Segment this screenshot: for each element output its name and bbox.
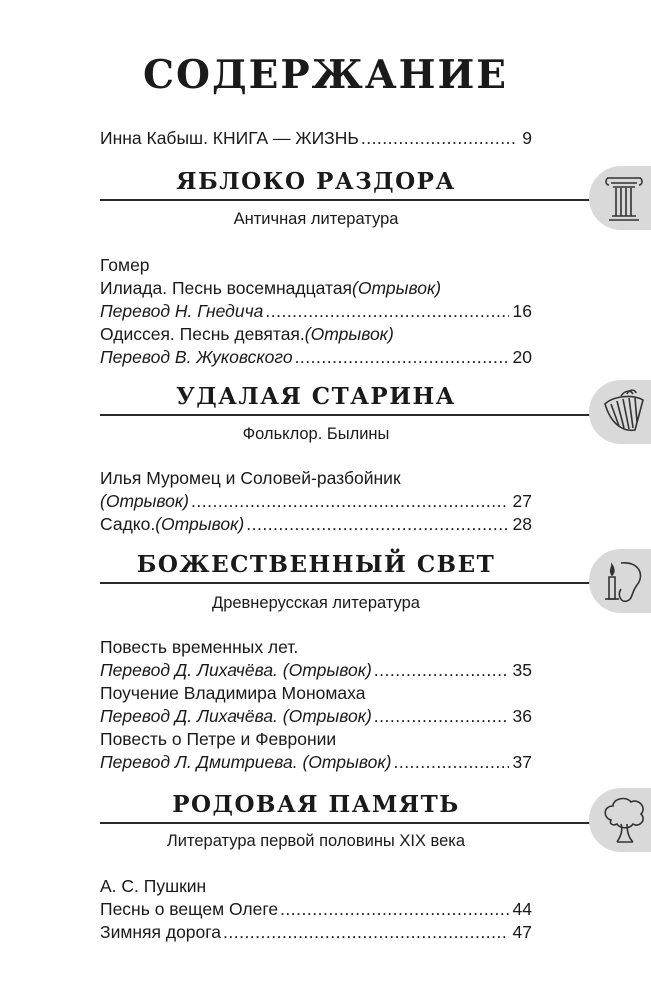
section-tab-antiquity[interactable] bbox=[589, 166, 651, 230]
section-tab-old-russian[interactable] bbox=[589, 549, 651, 613]
entry-text: Одиссея. Песнь девятая. bbox=[100, 324, 305, 344]
entry-text: Илиада. Песнь восемнадцатая bbox=[100, 278, 353, 298]
leader-dots bbox=[191, 490, 509, 513]
leader-dots bbox=[295, 346, 509, 369]
toc-entry[interactable] bbox=[100, 705, 532, 728]
toc-entry[interactable] bbox=[100, 254, 532, 277]
page-number: 35 bbox=[512, 660, 532, 680]
toc-entry[interactable] bbox=[100, 300, 532, 323]
toc-entry[interactable] bbox=[100, 513, 532, 536]
entry-text: Илья Муромец и Соловей-разбойник bbox=[100, 468, 401, 488]
section-subtitle: Литература первой половины XIX века bbox=[166, 832, 466, 850]
entry-text: Повесть о Петре и Февронии bbox=[100, 729, 337, 749]
toc-entry[interactable] bbox=[100, 467, 532, 490]
entry-text: Зимняя дорога bbox=[100, 922, 221, 942]
entry-italic: Перевод Н. Гнедича bbox=[100, 301, 264, 321]
entry-text: Песнь о вещем Олеге bbox=[100, 899, 279, 919]
toc-entry[interactable] bbox=[100, 875, 532, 898]
toc-entry[interactable] bbox=[100, 682, 532, 705]
candle-scroll-icon bbox=[599, 555, 649, 607]
page-number: 44 bbox=[512, 899, 532, 919]
entry-italic: Перевод В. Жуковского bbox=[100, 347, 293, 367]
leader-dots bbox=[361, 127, 518, 150]
section-rule bbox=[100, 414, 590, 416]
entry-text: Повесть временных лет. bbox=[100, 637, 299, 657]
toc-entry[interactable] bbox=[100, 751, 532, 774]
entry-italic: (Отрывок) bbox=[155, 514, 245, 534]
entry-text: Инна Кабыш. КНИГА — ЖИЗНЬ bbox=[100, 128, 359, 148]
section-tab-folklore[interactable] bbox=[589, 380, 651, 444]
entry-text: А. С. Пушкин bbox=[100, 876, 207, 896]
leader-dots bbox=[374, 659, 509, 682]
section-rule bbox=[100, 199, 590, 201]
entry-italic: Перевод Д. Лихачёва. (Отрывок) bbox=[100, 706, 372, 726]
entry-italic: (Отрывок) bbox=[352, 278, 442, 298]
toc-entry[interactable] bbox=[100, 346, 532, 369]
toc-entry[interactable] bbox=[100, 490, 532, 513]
section-subtitle: Древнерусская литература bbox=[212, 594, 420, 612]
page-number: 9 bbox=[522, 128, 532, 148]
entry-italic: (Отрывок) bbox=[100, 491, 190, 511]
leader-dots bbox=[393, 751, 508, 774]
leader-dots bbox=[246, 513, 508, 536]
leader-dots bbox=[223, 921, 509, 944]
toc-entry[interactable] bbox=[100, 898, 532, 921]
page-number: 28 bbox=[512, 514, 532, 534]
page-number: 47 bbox=[512, 922, 532, 942]
page-number: 16 bbox=[512, 301, 532, 321]
leader-dots bbox=[265, 300, 508, 323]
section-title: БОЖЕСТВЕННЫЙ СВЕТ bbox=[136, 551, 496, 578]
leader-dots bbox=[280, 898, 508, 921]
toc-entry[interactable] bbox=[100, 323, 532, 346]
page-number: 37 bbox=[512, 752, 532, 772]
entry-italic: (Отрывок) bbox=[304, 324, 394, 344]
entry-text: Гомер bbox=[100, 255, 150, 275]
section-title: УДАЛАЯ СТАРИНА bbox=[176, 383, 456, 410]
page-number: 36 bbox=[512, 706, 532, 726]
section-subtitle: Фольклор. Былины bbox=[242, 425, 390, 443]
toc-entry-intro[interactable] bbox=[100, 127, 532, 150]
section-tab-19th-century[interactable] bbox=[589, 788, 651, 852]
toc-entry[interactable] bbox=[100, 277, 532, 300]
oak-tree-icon bbox=[599, 794, 649, 846]
section-subtitle: Античная литература bbox=[233, 210, 399, 228]
page-number: 20 bbox=[512, 347, 532, 367]
gusli-icon bbox=[599, 386, 649, 438]
entry-italic: Перевод Д. Лихачёва. (Отрывок) bbox=[100, 660, 372, 680]
page-title: СОДЕРЖАНИЕ bbox=[142, 52, 509, 98]
column-icon bbox=[599, 172, 649, 224]
toc-entry[interactable] bbox=[100, 659, 532, 682]
toc-entry[interactable] bbox=[100, 728, 532, 751]
section-title: ЯБЛОКО РАЗДОРА bbox=[176, 168, 456, 195]
toc-entry[interactable] bbox=[100, 636, 532, 659]
section-rule bbox=[100, 822, 590, 824]
entry-italic: Перевод Л. Дмитриева. (Отрывок) bbox=[100, 752, 392, 772]
leader-dots bbox=[374, 705, 509, 728]
section-title: РОДОВАЯ ПАМЯТЬ bbox=[172, 791, 460, 818]
entry-text: Поучение Владимира Мономаха bbox=[100, 683, 366, 703]
section-rule bbox=[100, 582, 590, 584]
entry-text: Садко. bbox=[100, 514, 156, 534]
page-number: 27 bbox=[512, 491, 532, 511]
toc-entry[interactable] bbox=[100, 921, 532, 944]
